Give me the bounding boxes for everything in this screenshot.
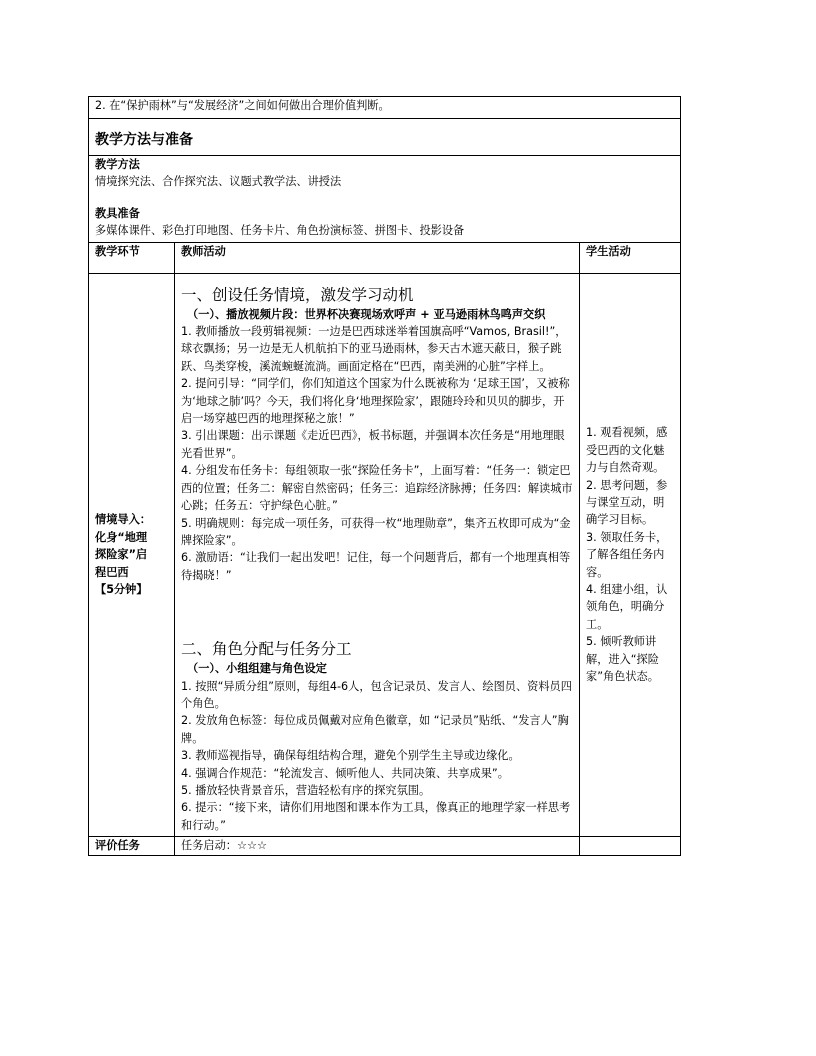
part2-item: 3. 教师巡视指导，确保每组结构合理，避免个别学生主导或边缘化。 bbox=[181, 749, 520, 763]
part2-item: 2. 发放角色标签：每位成员佩戴对应角色徽章，如 “记录员”贴纸、“发言人”胸牌。 bbox=[181, 714, 569, 745]
stage-duration: 【5分钟】 bbox=[95, 583, 148, 597]
section-title: 教学方法与准备 bbox=[95, 132, 193, 148]
header-stage: 教学环节 bbox=[89, 242, 175, 273]
stage-line: 探险家”启 bbox=[95, 548, 148, 562]
part1-subtitle: （一）、播放视频片段：世界杯决赛现场欢呼声 + 亚马逊雨林鸟鸣声交织 bbox=[187, 307, 546, 321]
student-item: 5. 倾听教师讲解，进入“探险家”角色状态。 bbox=[586, 635, 659, 684]
part2-subtitle: （一）、小组组建与角色设定 bbox=[187, 662, 327, 676]
student-item: 2. 思考问题，参与课堂互动，明确学习目标。 bbox=[586, 478, 668, 527]
part1-item: 5. 明确规则：每完成一项任务，可获得一枚“地理勋章”，集齐五枚即可成为“金牌探险家”。 bbox=[181, 516, 571, 547]
stage-line: 化身“地理 bbox=[95, 530, 148, 544]
student-item: 1. 观看视频，感受巴西的文化魅力与自然奇观。 bbox=[586, 426, 668, 475]
part1-item: 1. 教师播放一段剪辑视频：一边是巴西球迷举着国旗高呼“Vamos, Brasil!”，球衣飘扬；另一边是无人机航拍下的亚马逊雨林，参天古木遮天蔽日，猴子跳跃、鸟类穿梭，溪流蜿蜒流淌。画面定格在“巴西，南美洲的心脏”字样上。 bbox=[181, 325, 567, 373]
part2-item: 1. 按照“异质分组”原则，每组4-6人，包含记录员、发言人、绘图员、资料员四个角色。 bbox=[181, 679, 572, 710]
objective-row bbox=[89, 97, 681, 119]
part1-item: 6. 激励语：“让我们一起出发吧！记住，每一个问题背后，都有一个地理真相等待揭晓！” bbox=[181, 551, 571, 582]
part2-item: 4. 强调合作规范：“轮流发言、倾听他人、共同决策、共享成果”。 bbox=[181, 766, 509, 780]
methods-label: 教学方法 bbox=[95, 158, 140, 171]
evaluation-text: 任务启动：☆☆☆ bbox=[175, 837, 580, 856]
part1-item: 3. 引出课题：出示课题《走近巴西》，板书标题，并强调本次任务是“用地理眼光看世界”。 bbox=[181, 429, 565, 460]
stage-line: 程巴西 bbox=[95, 565, 129, 579]
part1-title: 一、创设任务情境，激发学习动机 bbox=[181, 285, 414, 304]
student-activity-cell bbox=[580, 273, 681, 837]
part2-item: 5. 播放轻快背景音乐，营造轻松有序的探究氛围。 bbox=[181, 783, 431, 797]
stage-row bbox=[89, 273, 681, 837]
part2-title: 二、角色分配与任务分工 bbox=[181, 640, 352, 659]
part2-item: 6. 提示：“接下来，请你们用地图和课本作为工具，像真正的地理学家一样思考和行动。” bbox=[181, 801, 571, 832]
teacher-activity-cell bbox=[175, 273, 580, 837]
objective-text: 2. 在“保护雨林”与“发展经济”之间如何做出合理价值判断。 bbox=[89, 97, 681, 119]
stage-line: 情境导入： bbox=[95, 513, 151, 527]
header-student: 学生活动 bbox=[580, 242, 681, 273]
evaluation-empty bbox=[580, 837, 681, 856]
tools-label: 教具准备 bbox=[95, 206, 140, 220]
evaluation-label: 评价任务 bbox=[89, 837, 175, 856]
part1-item: 2. 提问引导：“同学们，你们知道这个国家为什么既被称为 ‘足球王国’，又被称为‘地球之肺’吗？今天，我们将化身‘地理探险家’，跟随玲玲和贝贝的脚步，开启一场穿越巴西的地理探秘之旅！” bbox=[181, 377, 570, 426]
table-header-row bbox=[89, 242, 681, 273]
student-item: 4. 组建小组，认领角色，明确分工。 bbox=[586, 583, 668, 631]
part1-item: 4. 分组发布任务卡：每组领取一张“探险任务卡”，上面写着：“任务一：锁定巴西的位置；任务二：解密自然密码；任务三：追踪经济脉搏；任务四：解读城市心跳；任务五：守护绿色心脏。” bbox=[181, 464, 573, 513]
student-item: 3. 领取任务卡，了解各组任务内容。 bbox=[586, 530, 668, 579]
methods-section bbox=[89, 119, 681, 156]
evaluation-row bbox=[89, 837, 681, 856]
methods-body-row bbox=[89, 156, 681, 243]
stage-cell bbox=[89, 273, 175, 837]
tools-text: 多媒体课件、彩色打印地图、任务卡片、角色扮演标签、拼图卡、投影设备 bbox=[95, 224, 465, 238]
lesson-plan-document bbox=[88, 96, 680, 947]
methods-text: 情境探究法、合作探究法、议题式教学法、讲授法 bbox=[95, 175, 342, 189]
lesson-plan-table bbox=[88, 96, 681, 856]
header-teacher: 教师活动 bbox=[175, 242, 580, 273]
